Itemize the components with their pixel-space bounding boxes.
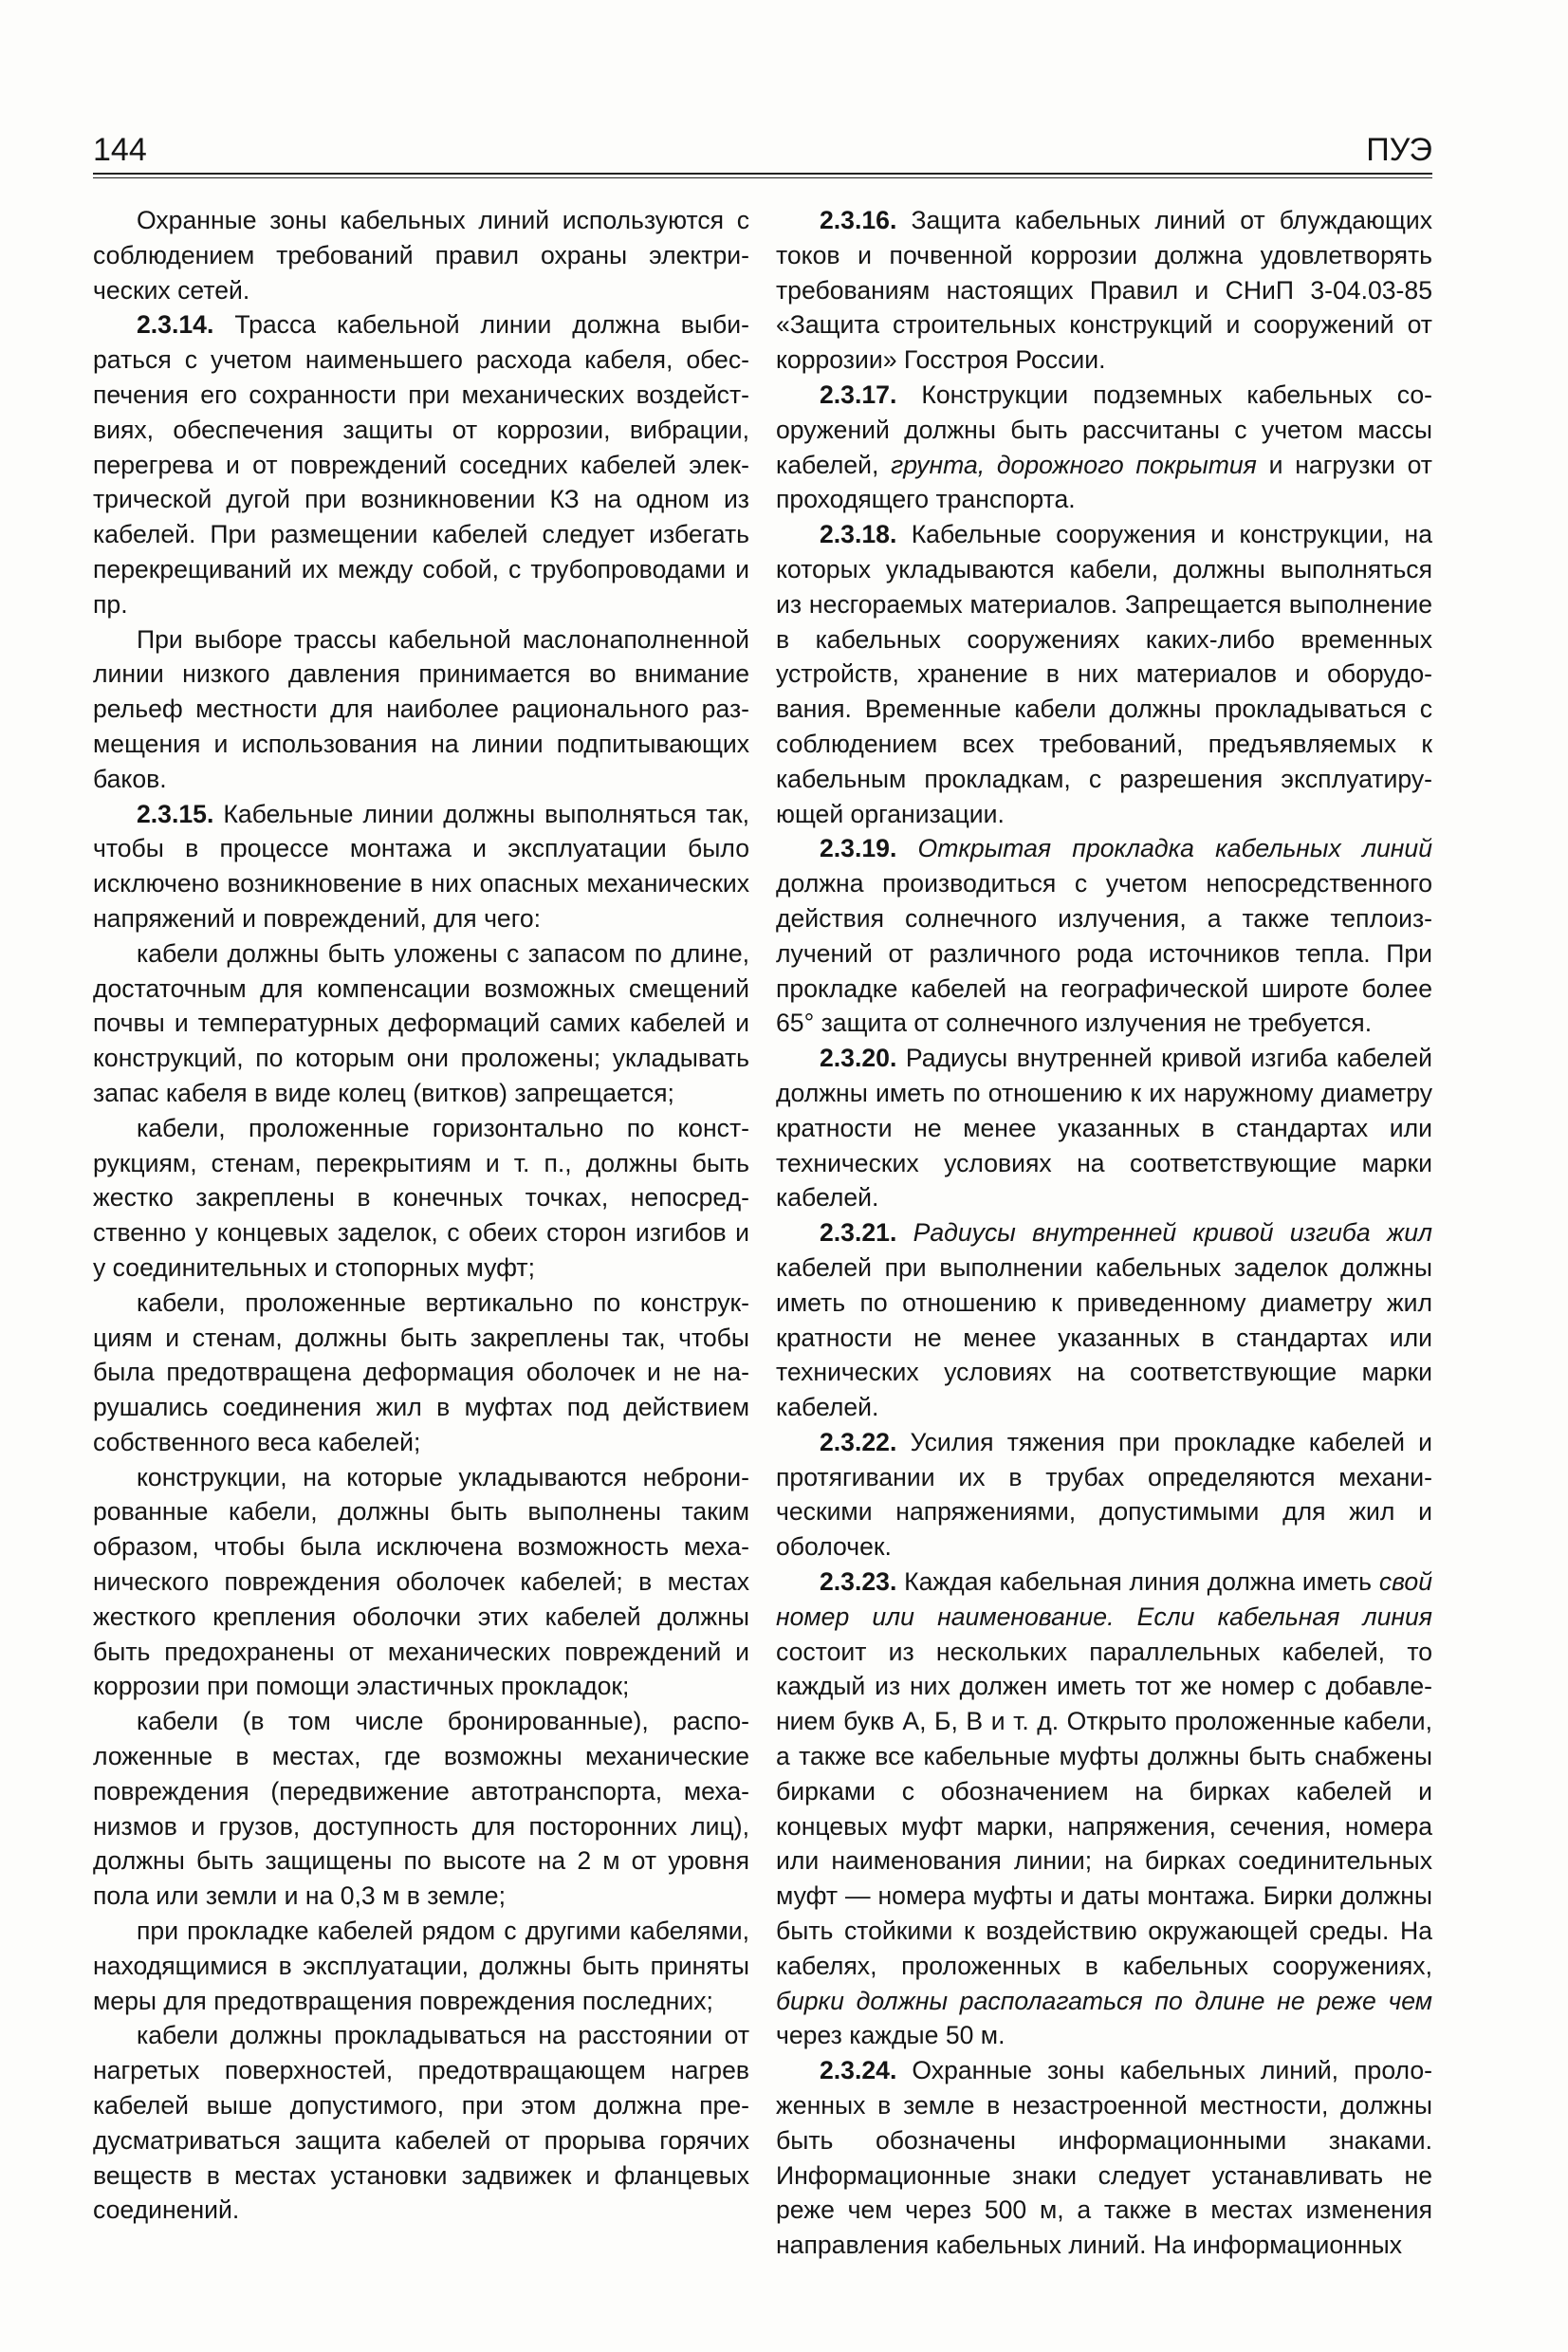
clause-number: 2.3.17. — [820, 380, 897, 409]
clause-text-italic: Радиусы внутренней кривой изгиба жил — [896, 1218, 1432, 1248]
clause-text: Охранные зоны кабельных линий, проложенных в земле в незастроенной местности, должны быть обозначены информационными знаками. Информационные знаки следует устанавливать не реже чем через 500 м, а также в местах изменения направления кабельных линий. На информационных — [776, 2056, 1432, 2260]
list-item: кабели должны прокладываться на расстоянии от нагретых поверхностей, предотвращающем нагрев кабелей выше допустимого, при этом должна предусматриваться защита кабелей от прорыва горячих веществ в местах установки задвижек и фланцевых соединений. — [93, 2021, 749, 2225]
running-title: ПУЭ — [1366, 132, 1432, 168]
right-column — [776, 203, 1432, 2263]
paragraph: Охранные зоны кабельных линий используются с соблюдением требований правил охраны электрических сетей. — [93, 206, 749, 305]
clause-number: 2.3.24. — [820, 2056, 897, 2085]
clause-text: Каждая кабельная линия должна иметь — [896, 1567, 1379, 1597]
clause-2-3-20 — [776, 1041, 1432, 1215]
clause-text: и нагрузки от проходящего транспорта. — [776, 450, 1432, 514]
clause-text: кабелей при выполнении кабельных заделок должны иметь по отношению к приведенному диаметру жил кратности не менее указанных в стандартах или технических условиях на соответствующие марки кабелей. — [776, 1252, 1432, 1422]
clause-number: 2.3.19. — [820, 834, 897, 863]
clause-number: 2.3.15. — [137, 799, 214, 828]
clause-number: 2.3.18. — [820, 520, 897, 549]
clause-2-3-15 — [93, 797, 749, 936]
clause-2-3-22 — [776, 1425, 1432, 1565]
left-column — [93, 203, 749, 2228]
clause-text-italic: Открытая прокладка кабельных линий — [896, 834, 1432, 863]
clause-text-italic: грунта, дорожного покрытия — [891, 450, 1257, 479]
clause-text: Усилия тяжения при прокладке кабелей и протягивании их в трубах определяются механическими напряжениями, допустимыми для жил и оболочек. — [776, 1427, 1432, 1562]
clause-text: состоит из нескольких параллельных кабелей, то каждый из них должен иметь тот же номер с добавлением букв А, Б, В и т. д. Открыто проложенные кабели, а также все кабельные муфты должны быть снабжены бирками с обозначением на бирках кабелей и концевых муфт марки, напряжения, сечения, номера или наименования линии; на бирках соединительных муфт — номера муфты и даты монтажа. Бирки должны быть стойкими к воздействию окружающей среды. На кабелях, проложенных в кабельных сооружениях, — [776, 1637, 1432, 1980]
clause-number: 2.3.21. — [820, 1218, 897, 1248]
clause-2-3-14 — [93, 307, 749, 621]
clause-text: должна производиться с учетом непосредственного действия солнечного излучения, а также теплоизлучений от различного рода источников тепла. При прокладке кабелей на географической широте более 65° защита от солнечного излучения не требуется. — [776, 869, 1432, 1038]
clause-2-3-23 — [776, 1565, 1432, 2053]
clause-text: Радиусы внутренней кривой изгиба кабелей должны иметь по отношению к их наружному диаметру кратности не менее указанных в стандартах или технических условиях на соответствующие марки кабелей. — [776, 1044, 1432, 1213]
header-rule — [93, 173, 1432, 178]
list-item: кабели, проложенные вертикально по конструкциям и стенам, должны быть закреплены так, чтобы была предотвращена деформация оболочек и не нарушались соединения жил в муфтах под действием собственного веса кабелей; — [93, 1287, 749, 1456]
page-header — [93, 131, 1432, 175]
clause-number: 2.3.14. — [137, 310, 214, 340]
list-item: кабели (в том числе бронированные), расположенные в местах, где возможны механические повреждения (передвижение автотранспорта, механизмов и грузов, доступность для посторонних лиц), должны быть защищены по высоте на 2 м от уровня пола или земли и на 0,3 м в земле; — [93, 1707, 749, 1911]
clause-text: Кабельные линии должны выполняться так, чтобы в процессе монтажа и эксплуатации было исключено возникновение в них опасных механических напряжений и повреждений, для чего: — [93, 799, 749, 933]
clause-2-3-18 — [776, 517, 1432, 831]
list-item: конструкции, на которые укладываются небронированные кабели, должны быть выполнены таким образом, чтобы была исключена возможность механического повреждения оболочек кабелей; в местах жесткого крепления оболочки этих кабелей должны быть предохранены от механических повреждений и коррозии при помощи эластичных прокладок; — [93, 1462, 749, 1701]
clause-text: Конструкции подземных кабельных сооружений должны быть рассчитаны с учетом массы кабелей, — [776, 380, 1432, 479]
clause-number: 2.3.16. — [820, 206, 897, 234]
list-item: кабели должны быть уложены с запасом по длине, достаточным для компенсации возможных смещений почвы и температурных деформаций самих кабелей и конструкций, по которым они проложены; укладывать запас кабеля в виде колец (витков) запрещается; — [93, 938, 749, 1107]
clause-2-3-21 — [776, 1215, 1432, 1425]
clause-2-3-16 — [776, 203, 1432, 378]
clause-number: 2.3.22. — [820, 1427, 897, 1456]
paragraph: При выборе трассы кабельной маслонаполненной линии низкого давления принимается во внимание рельеф местности для наиболее рационального размещения и использования на линии подпитывающих баков. — [93, 624, 749, 793]
list-item: при прокладке кабелей рядом с другими кабелями, находящимися в эксплуатации, должны быть приняты меры для предотвращения повреждения последних; — [93, 1917, 749, 2015]
clause-text: через каждые 50 м. — [776, 2021, 1005, 2050]
list-item: кабели, проложенные горизонтально по конструкциям, стенам, перекрытиям и т. п., должны быть жестко закреплены в конечных точках, непосредственно у концевых заделок, с обеих сторон изгибов и у соединительных и стопорных муфт; — [93, 1113, 749, 1282]
clause-text: Кабельные сооружения и конструкции, на которых укладываются кабели, должны выполняться из несгораемых материалов. Запрещается выполнение в кабельных сооружениях каких-либо временных устройств, хранение в них материалов и оборудования. Временные кабели должны прокладываться с соблюдением всех требований, предъявляемых к кабельным прокладкам, с разрешения эксплуатирующей организации. — [776, 520, 1432, 828]
clause-text: Защита кабельных линий от блуждающих токов и почвенной коррозии должна удовлетворять требованиям настоящих Правил и СНиП 3-04.03-85 «Защита строительных конструкций и сооружений от коррозии» Госстроя России. — [776, 206, 1432, 375]
clause-number: 2.3.20. — [820, 1044, 897, 1073]
clause-2-3-17 — [776, 378, 1432, 517]
clause-number: 2.3.23. — [820, 1567, 897, 1597]
clause-text-italic: свой номер или наименование. Если кабельная линия — [776, 1567, 1432, 1631]
clause-2-3-24 — [776, 2053, 1432, 2263]
clause-text: Трасса кабельной линии должна выбираться с учетом наименьшего расхода кабеля, обеспечения его сохранности при механических воздействиях, обеспечения защиты от коррозии, вибрации, перегрева и от повреждений соседних кабелей электрической дугой при возникновении КЗ на одном из кабелей. При размещении кабелей следует избегать перекрещиваний их между собой, с трубопроводами и пр. — [93, 310, 749, 619]
page-number: 144 — [93, 132, 147, 168]
clause-text-italic: бирки должны располагаться по длине не реже чем — [776, 1986, 1432, 2015]
clause-2-3-19 — [776, 831, 1432, 1041]
